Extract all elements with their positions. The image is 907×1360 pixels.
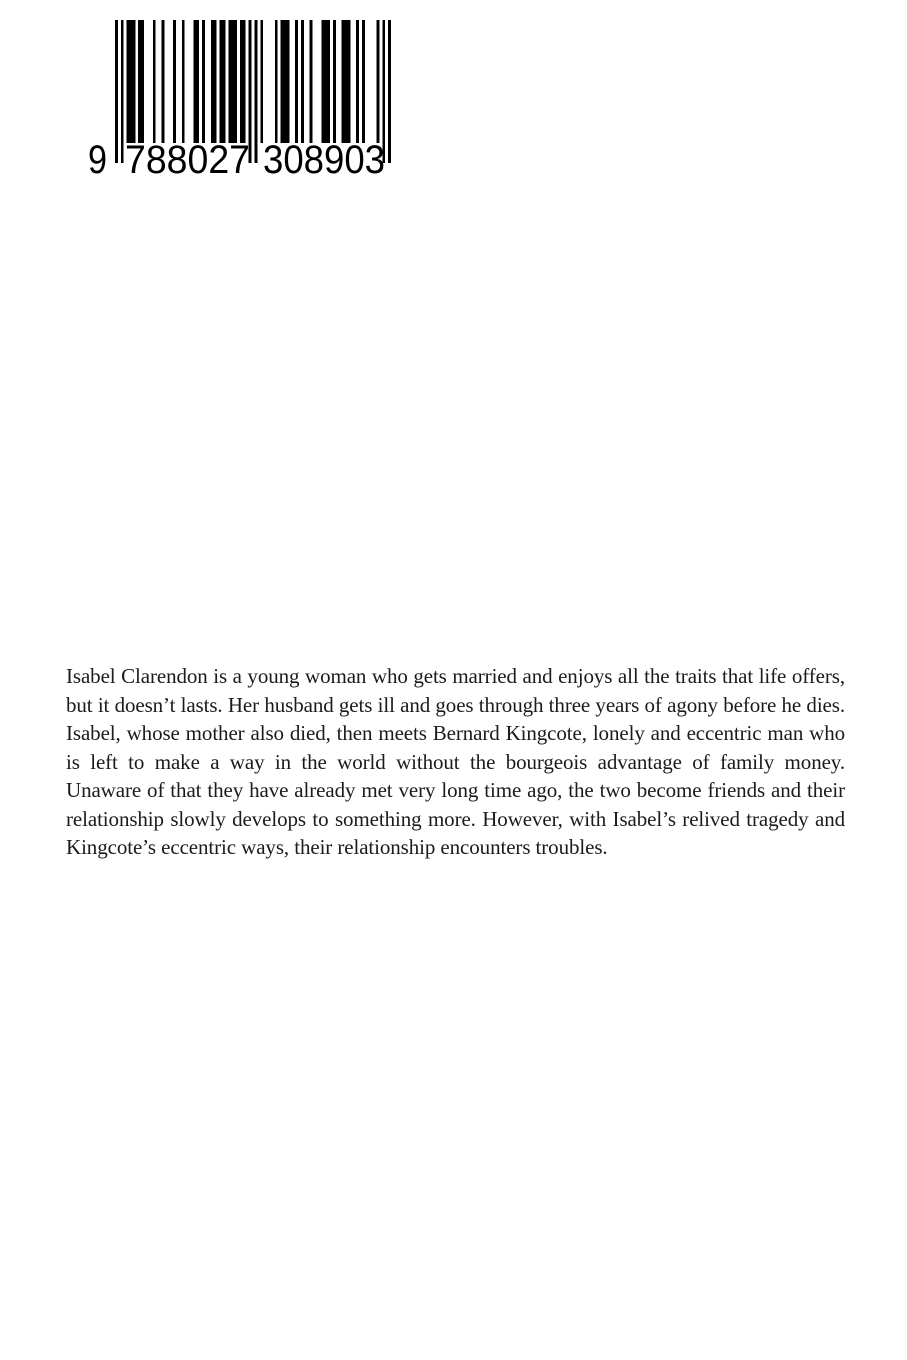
barcode-bar <box>173 20 176 143</box>
barcode-bar <box>202 20 205 143</box>
barcode-bar <box>121 20 124 163</box>
barcode-bar <box>342 20 351 143</box>
barcode-bar <box>376 20 379 143</box>
barcode-bar <box>138 20 144 143</box>
barcode-bar <box>161 20 164 143</box>
barcode-bar <box>260 20 263 143</box>
ean13-barcode-svg <box>88 14 394 184</box>
barcode-bar <box>240 20 246 143</box>
barcode-bar <box>220 20 226 143</box>
barcode-digits-right: 308903 <box>263 138 385 182</box>
barcode-bar <box>356 20 359 143</box>
barcode-bar <box>182 20 185 143</box>
barcode-bar <box>281 20 290 143</box>
barcode-bar <box>362 20 365 143</box>
barcode-bar <box>193 20 199 143</box>
isbn-barcode <box>88 14 394 184</box>
barcode-bar <box>295 20 298 143</box>
barcode-bar <box>254 20 257 163</box>
barcode-bar <box>301 20 304 143</box>
barcode-bar <box>115 20 118 163</box>
barcode-digits-left: 788027 <box>125 138 250 182</box>
barcode-bar <box>388 20 391 163</box>
barcode-bar <box>228 20 237 143</box>
book-description: Isabel Clarendon is a young woman who gets married and enjoys all the traits that life offers, but it doesn’t lasts. Her husband gets ill and goes through three years of agony before he dies. Isabel, whose mother also died, then meets Bernard Kingcote, lonely and eccentric man who is left to make a way in the world without the bourgeois advantage of family money. Unaware of that they have already met very long time ago, the two become friends and their relationship slowly develops to something more. However, with Isabel’s relived tragedy and Kingcote’s eccentric ways, their relationship encounters troubles. <box>66 664 845 859</box>
barcode-bar <box>333 20 336 143</box>
barcode-bar <box>211 20 217 143</box>
barcode-bar <box>127 20 136 143</box>
barcode-bar <box>321 20 330 143</box>
barcode-bar <box>153 20 156 143</box>
barcode-bar <box>275 20 278 143</box>
barcode-bar <box>310 20 313 143</box>
barcode-digit-lead: 9 <box>88 138 107 182</box>
